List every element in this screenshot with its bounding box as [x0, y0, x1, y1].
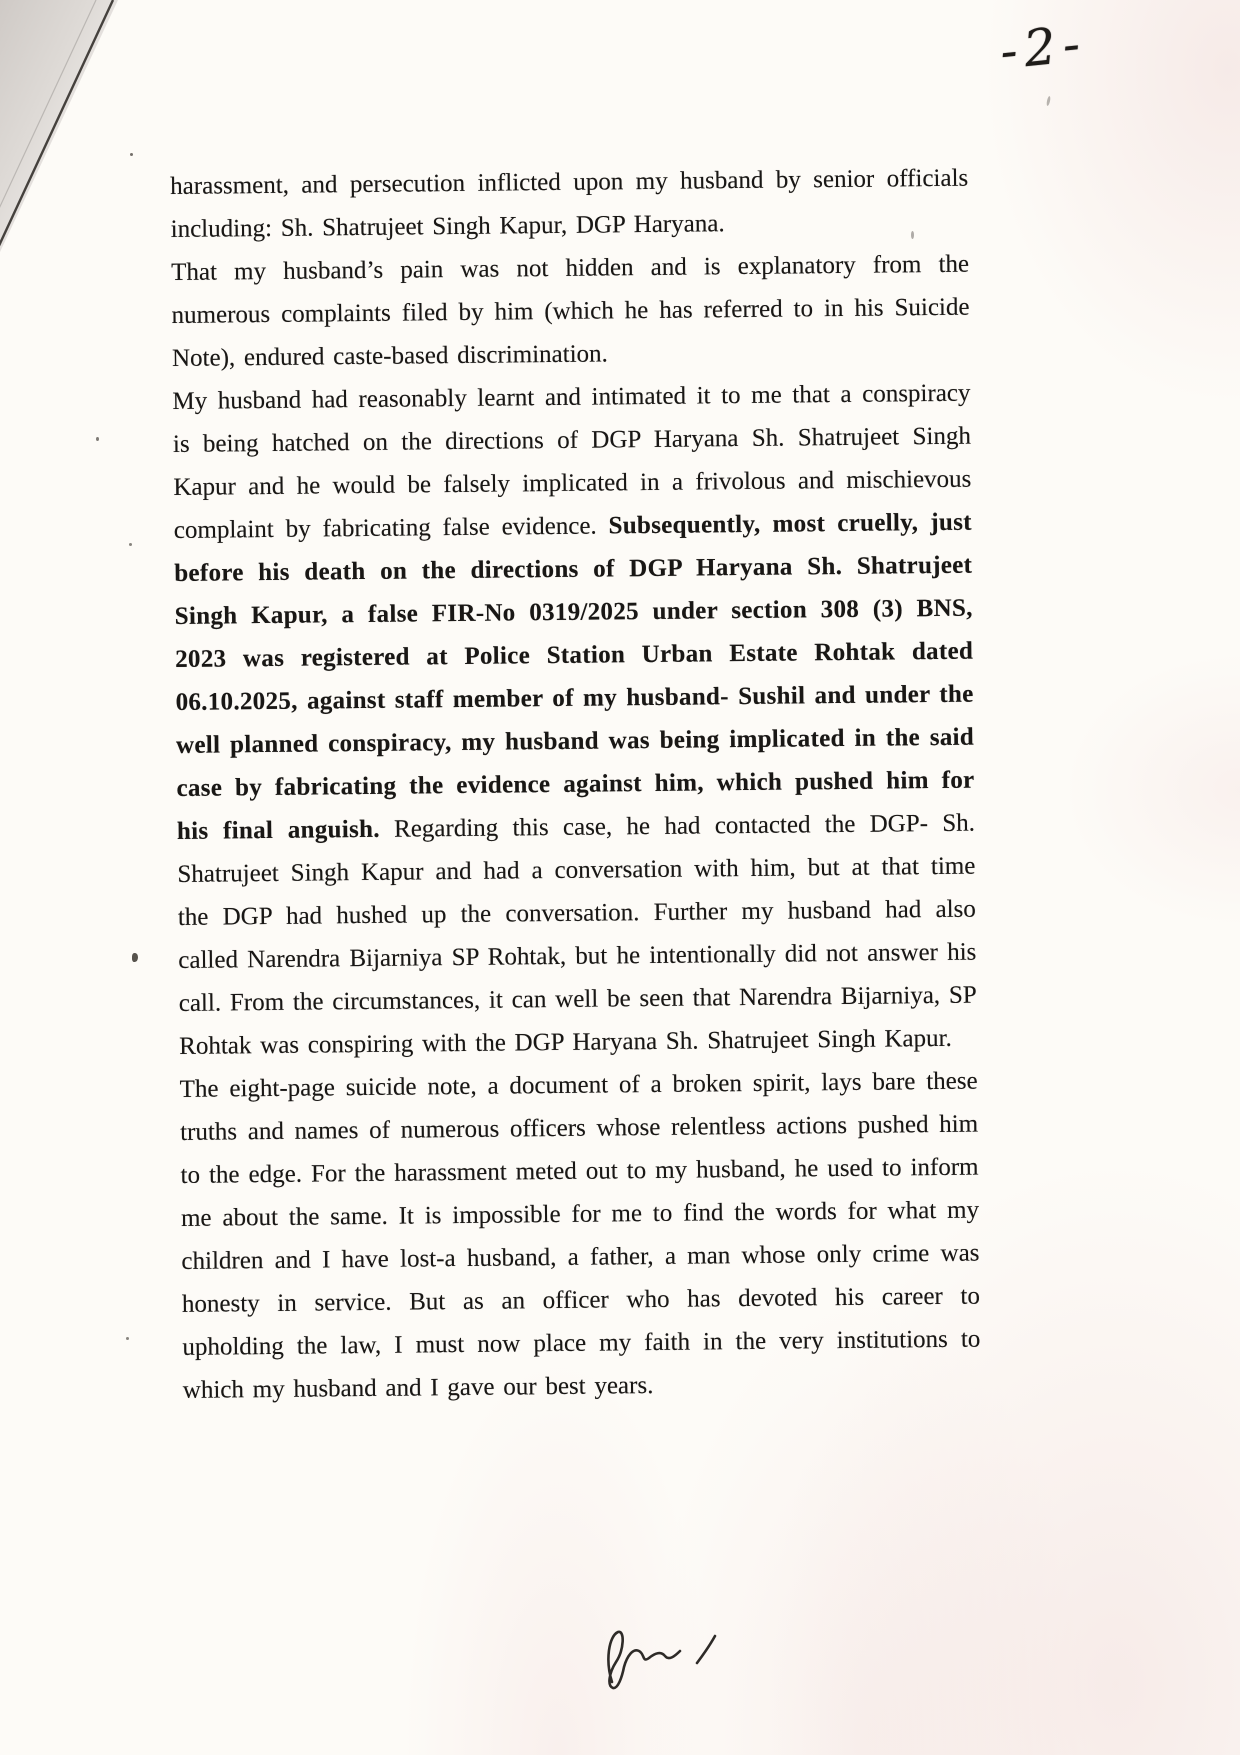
text-run: Subsequently, most cruelly, just before his death on the directions of DGP Haryana Sh. Shatrujeet Singh Kapur, a false FIR-No 0319/2025 under section 308 (3) BNS, 2023 was registered at Police Station Urban Estate Rohtak dated 06.10.2025, against staff member of my husband- Sushil and under the well planned conspiracy, my husband was being implicated in the said case by fabricating the evidence against him, which pushed him for his final anguish.	[174, 508, 975, 845]
ink-speck-icon	[129, 543, 132, 546]
text-run: That my husband’s pain was not hidden and is explanatory from the numerous complaints filed by him (which he has referred to in his Suicide Note), endured caste-based discrimination.	[170, 250, 970, 372]
paragraph	[170, 157, 969, 251]
paragraph	[179, 1060, 981, 1412]
ink-speck-icon	[130, 153, 133, 156]
signature-scribble-icon	[608, 1632, 715, 1688]
ink-speck-icon	[132, 953, 138, 962]
paragraph	[171, 243, 970, 380]
ink-speck-icon	[96, 437, 99, 441]
text-run: Regarding this case, he had contacted the DGP- Sh. Shatrujeet Singh Kapur and had a conversation with him, but at that time the DGP had hushed up the conversation. Further my husband had also called Narendra Bijarniya SP Rohtak, but he intentionally did not answer his call. From the circumstances, it can well be seen that Narendra Bijarniya, SP Rohtak was conspiring with the DGP Haryana Sh. Shatrujeet Singh Kapur.	[177, 809, 977, 1060]
document-body	[170, 157, 981, 1412]
text-run: The eight-page suicide note, a document of a broken spirit, lays bare these truths and names of numerous officers whose relentless actions pushed him to the edge. For the harassment meted out to my husband, he used to inform me about the same. It is impossible for me to find the words for what my children and I have lost-a husband, a father, a man whose only crime was honesty in service. But as an officer who has devoted his career to upholding the law, I must now place my faith in the very institutions to which my husband and I gave our best years.	[179, 1067, 981, 1404]
page-fold-icon	[0, 0, 118, 252]
text-run: harassment, and persecution inflicted upon my husband by senior officials including: Sh. Shatrujeet Singh Kapur, DGP Haryana.	[170, 164, 969, 243]
page-number: -2-	[997, 13, 1090, 81]
paragraph	[172, 372, 977, 1068]
ink-speck-icon	[1046, 96, 1051, 106]
text-run: My husband had reasonably learnt and intimated it to me that a conspiracy is being hatched on the directions of DGP Haryana Sh. Shatrujeet Singh Kapur and he would be falsely implicated in a frivolous and mischievous complaint by fabricating false evidence.	[172, 379, 972, 544]
ink-speck-icon	[126, 1337, 129, 1340]
